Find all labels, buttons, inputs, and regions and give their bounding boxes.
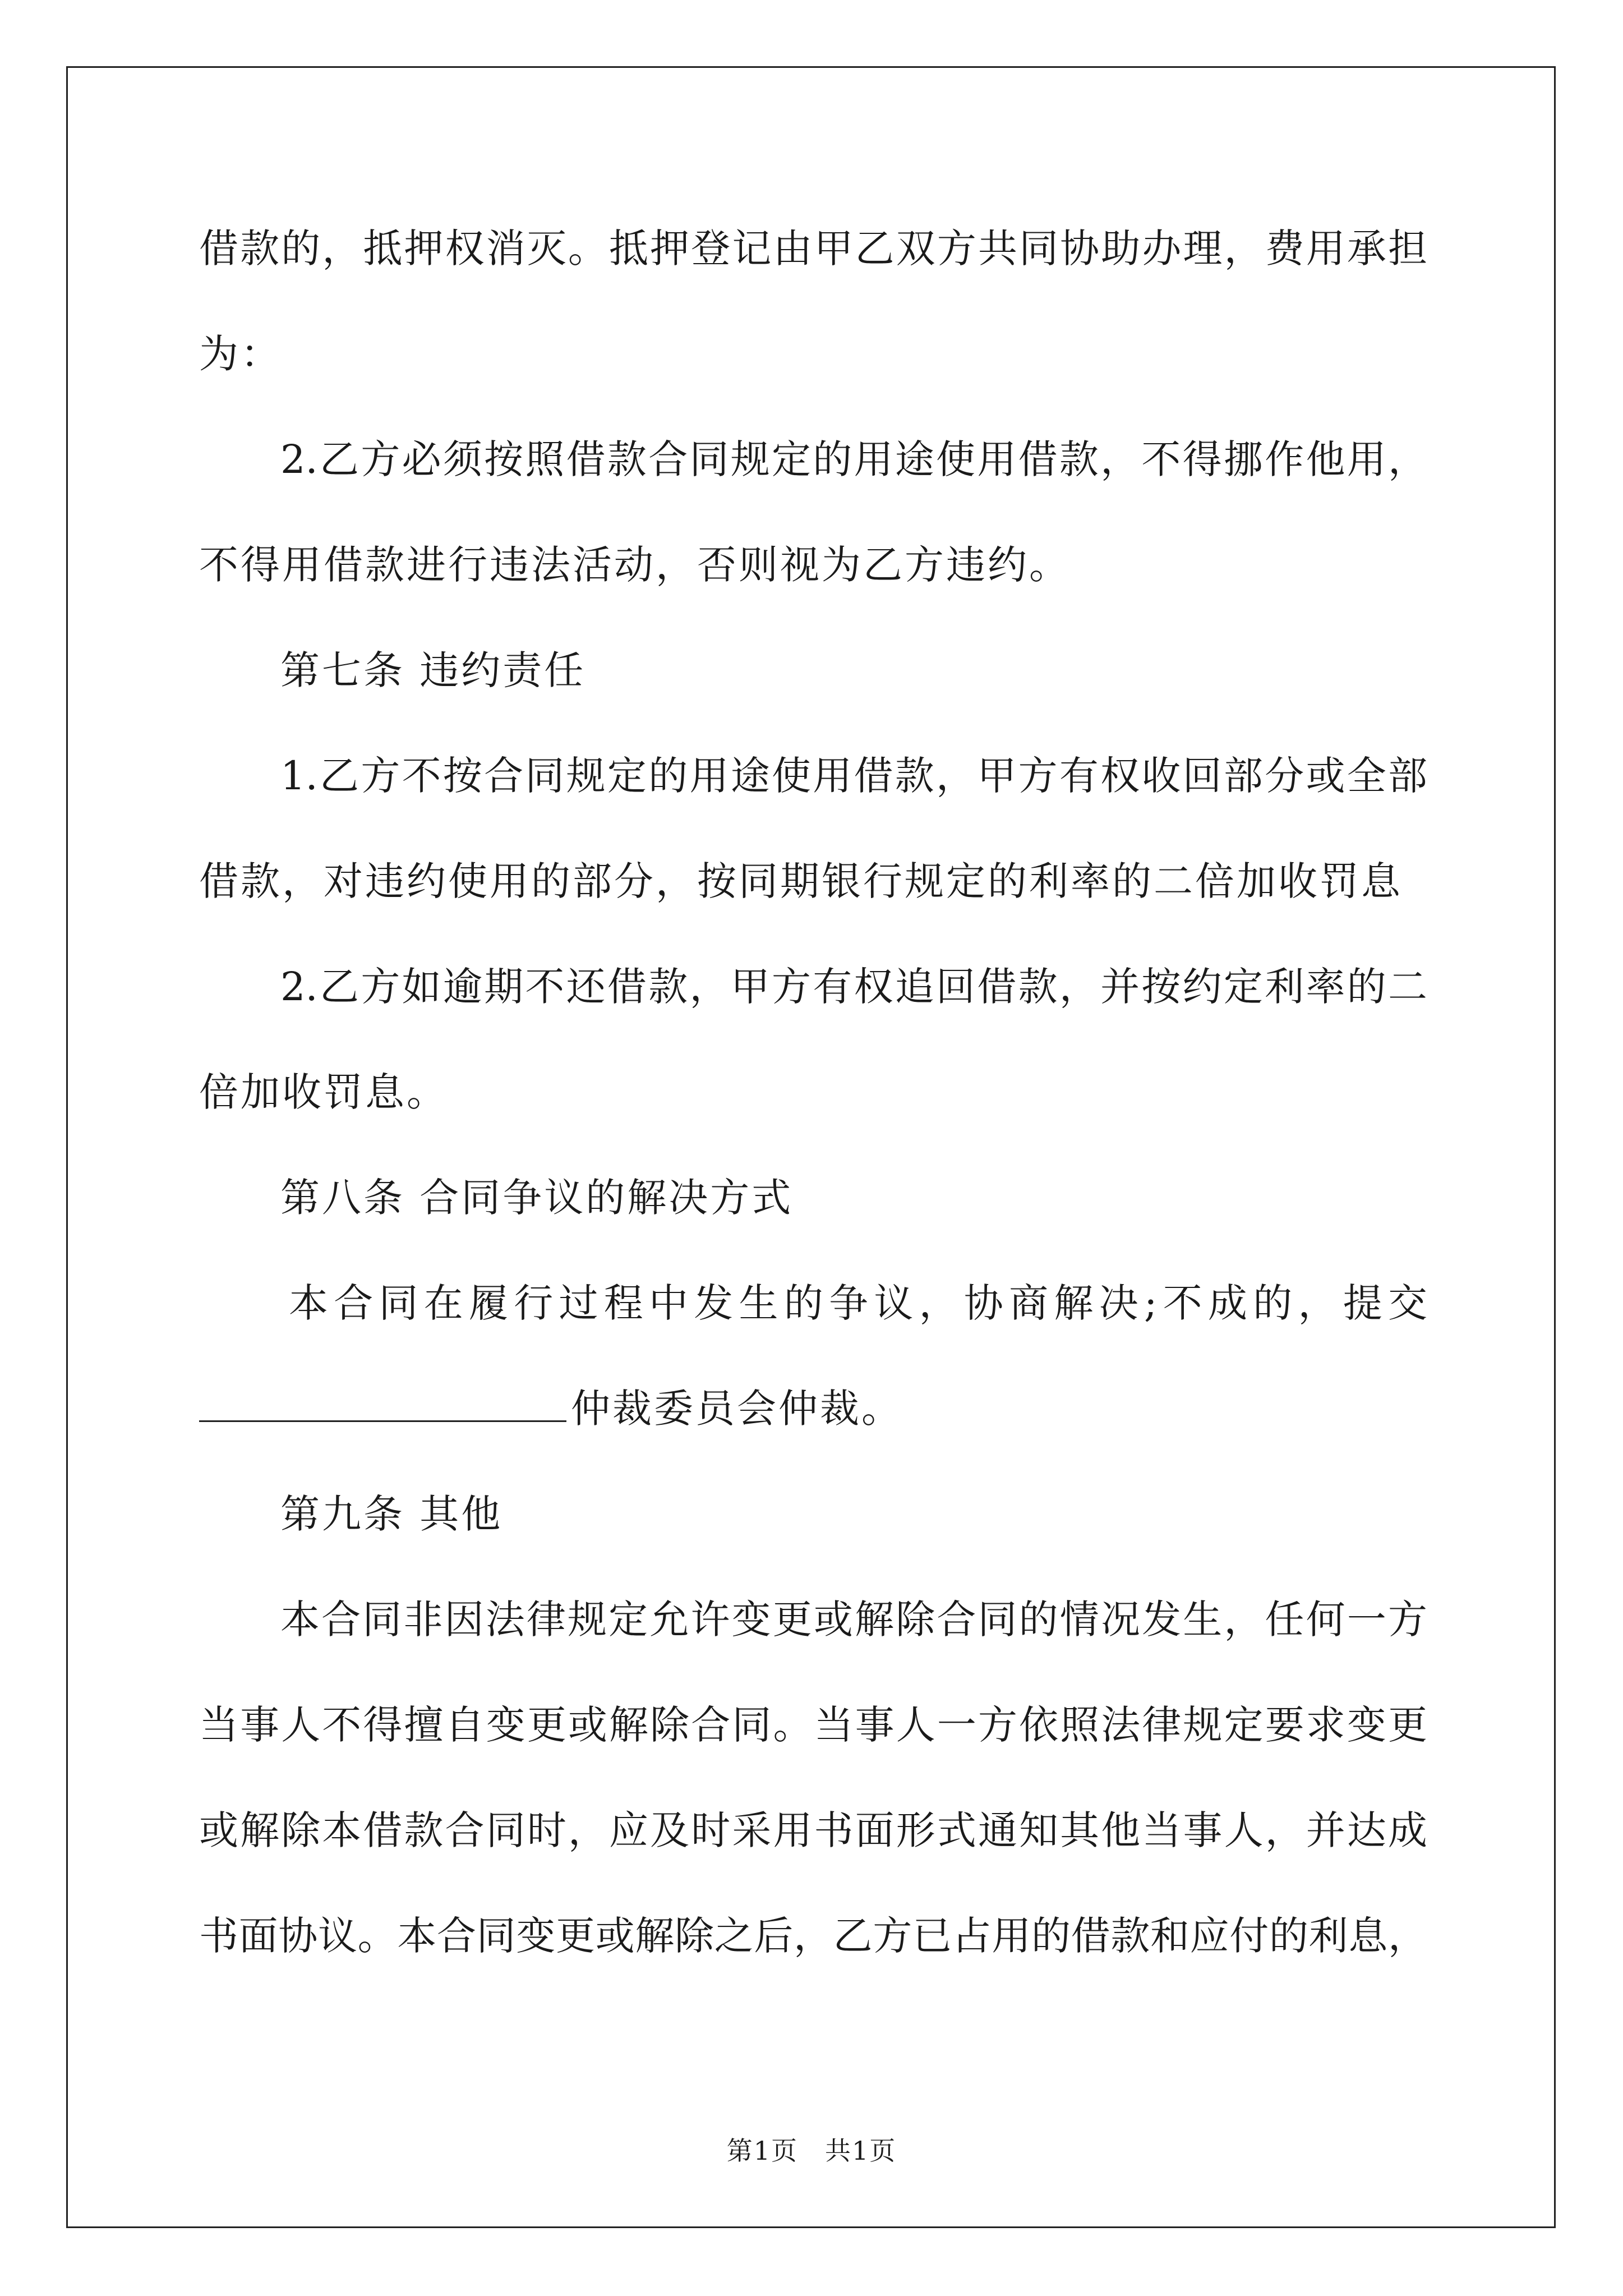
text-line-2: 为：	[199, 331, 282, 377]
text-line-17: 书面协议。本合同变更或解除之后，乙方已占用的借款和应付的利息，	[199, 1913, 1427, 1959]
text-line-16: 或解除本借款合同时，应及时采用书面形式通知其他当事人，并达成	[199, 1807, 1427, 1853]
text-line-9: 倍加收罚息。	[199, 1069, 448, 1115]
article-7-heading: 第七条 违约责任	[280, 647, 586, 693]
text-line-12-text: 仲裁委员会仲裁。	[571, 1386, 903, 1432]
text-line-3: 2.乙方必须按照借款合同规定的用途使用借款，不得挪作他用，	[280, 436, 1427, 482]
article-9-heading: 第九条 其他	[280, 1491, 503, 1537]
page-number-footer: 第1页 共1页	[726, 2136, 897, 2166]
text-line-8: 2.乙方如逾期不还借款，甲方有权追回借款，并按约定利率的二	[280, 964, 1427, 1010]
text-line-12	[199, 1383, 903, 1434]
text-line-15: 当事人不得擅自变更或解除合同。当事人一方依照法律规定要求变更	[199, 1702, 1427, 1748]
text-line-14: 本合同非因法律规定允许变更或解除合同的情况发生，任何一方	[280, 1596, 1427, 1642]
text-line-1: 借款的，抵押权消灭。抵押登记由甲乙双方共同协助办理，费用承担	[199, 226, 1427, 272]
article-8-heading: 第八条 合同争议的解决方式	[280, 1175, 794, 1221]
text-line-6: 1.乙方不按合同规定的用途使用借款，甲方有权收回部分或全部	[280, 753, 1427, 799]
page-border	[66, 66, 1556, 2228]
text-line-11: 本合同在履行过程中发生的争议，协商解决;不成的，提交	[289, 1280, 1427, 1326]
text-line-4: 不得用借款进行违法活动，否则视为乙方违约。	[199, 542, 1071, 588]
arbitration-blank-line	[199, 1386, 566, 1422]
text-line-7: 借款，对违约使用的部分，按同期银行规定的利率的二倍加收罚息	[199, 858, 1403, 904]
